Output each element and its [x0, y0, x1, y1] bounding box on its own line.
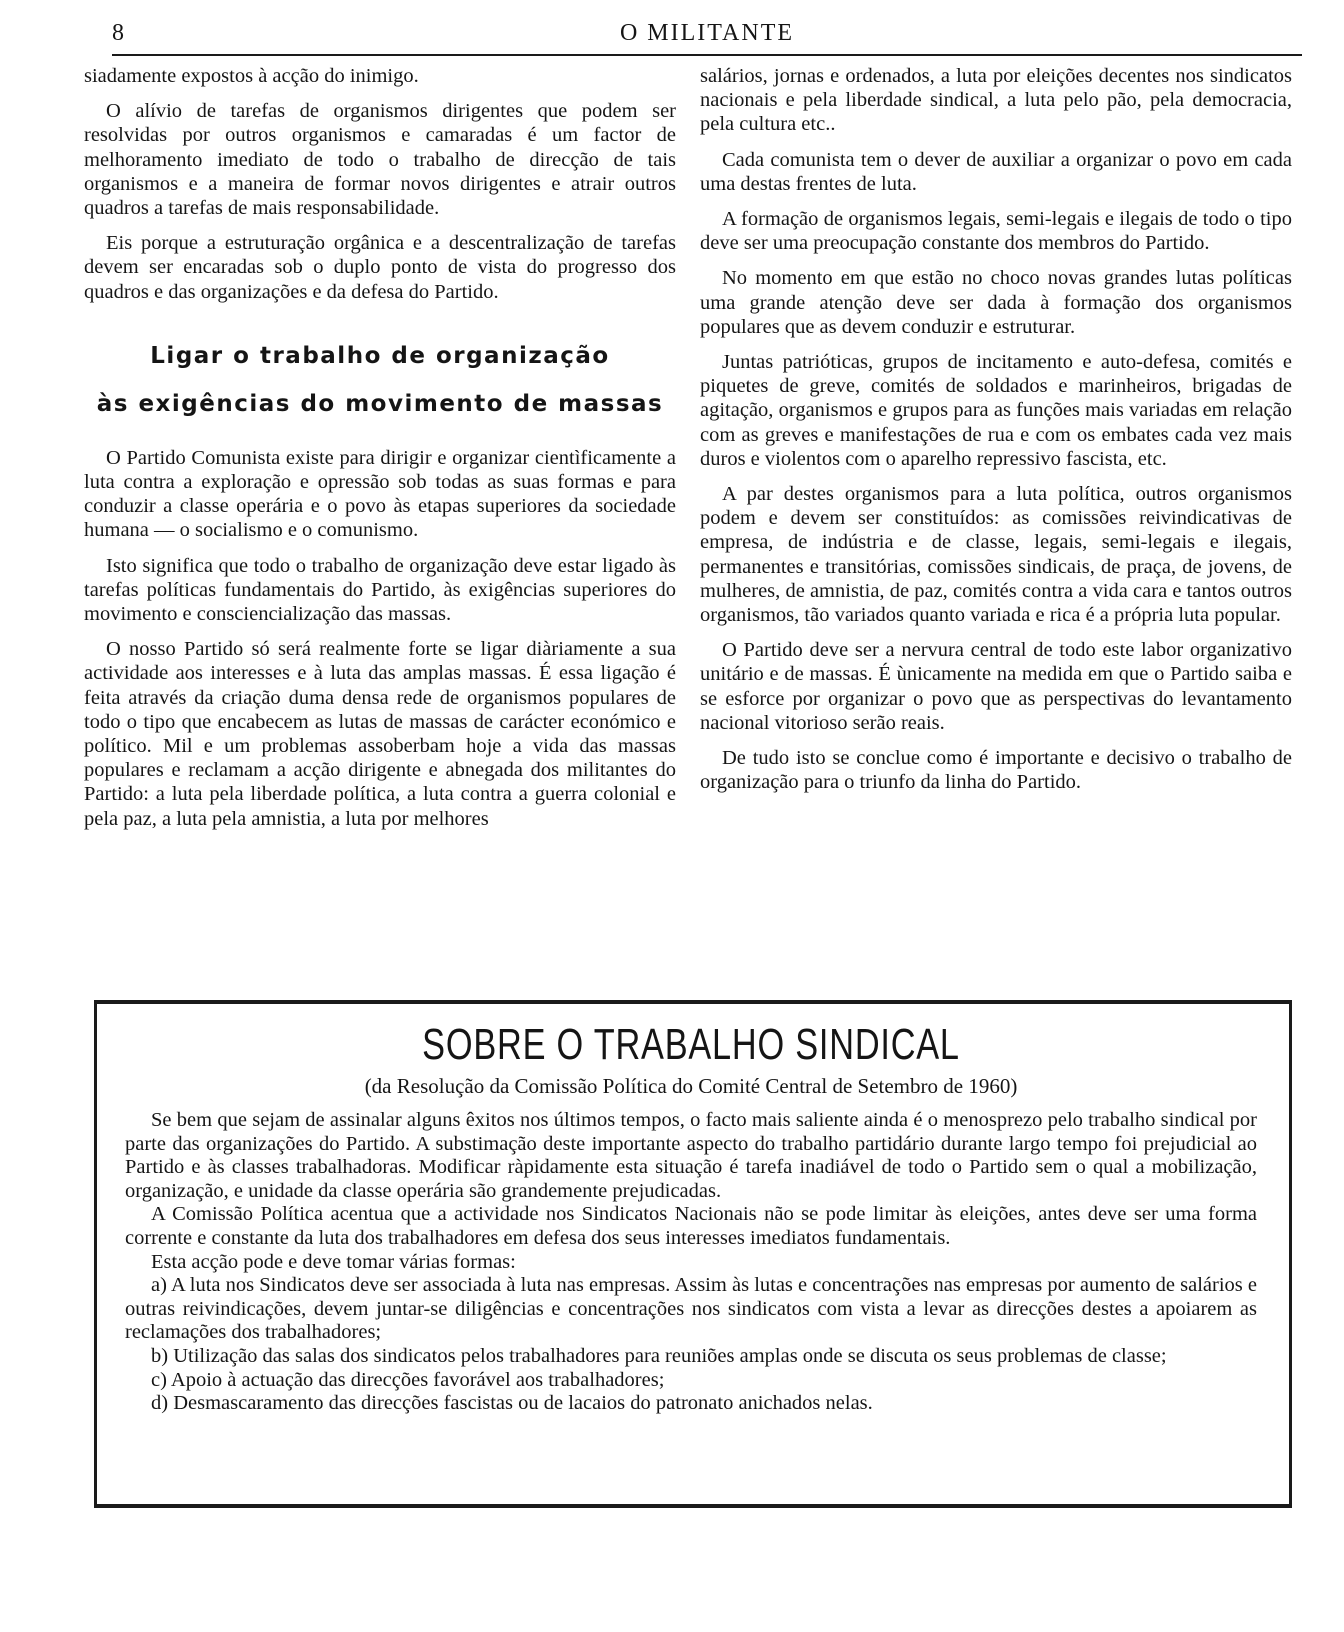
paragraph: O nosso Partido só será realmente forte se ligar diàriamente a sua actividade aos interesses e à luta das amplas massas. É essa ligação é feita através da criação duma densa rede de organismos populares de todo o tipo que encabecem as lutas de massas de carácter económico e político. Mil e um problemas assoberbam hoje a vida das massas populares e reclamam a acção dirigente e abnegada dos militantes do Partido: a luta pela liberdade política, a luta contra a guerra colonial e pela paz, a luta pela amnistia, a luta por melhores [84, 638, 676, 830]
list-item: a) A luta nos Sindicatos deve ser associada à luta nas empresas. Assim às lutas e concentrações nas empresas por aumento de salários e outras reivindicações, devem juntar-se diligências e concentrações nos sindicatos com vista a levar as direcções destes a apoiarem as reclamações dos trabalhadores; [125, 1274, 1257, 1344]
section-heading-line: às exigências do movimento de massas [96, 390, 664, 417]
paragraph: Juntas patrióticas, grupos de incitamento e auto-defesa, comités e piquetes de greve, comités de soldados e marinheiros, brigadas de agitação, organismos e grupos para as funções mais variadas em relação com as greves e manifestações de rua e com os embates cada vez mais duros e violentos com o aparelho repressivo fascista, etc. [700, 351, 1292, 470]
page-number: 8 [112, 20, 124, 46]
paragraph: Eis porque a estruturação orgânica e a descentralização de tarefas devem ser encaradas sob o duplo ponto de vista do progresso dos quadros e das organizações e da defesa do Partido. [84, 232, 676, 303]
paragraph: Cada comunista tem o dever de auxiliar a organizar o povo em cada uma destas frentes de luta. [700, 148, 1292, 195]
section-heading [84, 332, 676, 428]
box-body [125, 1109, 1257, 1416]
paragraph: De tudo isto se conclue como é importante e decisivo o trabalho de organização para o triunfo da linha do Partido. [700, 747, 1292, 794]
paragraph: A formação de organismos legais, semi-legais e ilegais de todo o tipo deve ser uma preocupação constante dos membros do Partido. [700, 208, 1292, 255]
boxed-article [94, 1000, 1292, 1508]
paragraph: siadamente expostos à acção do inimigo. [84, 65, 419, 87]
paragraph: O alívio de tarefas de organismos dirigentes que podem ser resolvidas por outros organismos e camaradas é um factor de melhoramento imediato de todo o trabalho de direcção de tais organismos e a maneira de formar novos dirigentes e atrair outros quadros a tarefas de mais responsabilidade. [84, 100, 676, 220]
section-heading-line: Ligar o trabalho de organização [150, 342, 610, 369]
paragraph: No momento em que estão no choco novas grandes lutas políticas uma grande atenção deve ser dada à formação dos organismos populares que as devem conduzir e estruturar. [700, 267, 1292, 338]
paragraph: A par destes organismos para a luta política, outros organismos podem e devem ser constituídos: as comissões reivindicativas de empresa, de indústria e de classe, legais, semi-legais e ilegais, permanentes e transitórias, comissões sindicais, de praça, de jovens, de mulheres, de amnistia, de paz, comités contra a vida cara e tantos outros organismos, tão variados quanto variada e rica é a própria luta popular. [700, 483, 1292, 627]
paragraph: A Comissão Política acentua que a actividade nos Sindicatos Nacionais não se pode limitar às eleições, antes deve ser uma forma corrente e constante da luta dos trabalhadores em defesa dos seus interesses imediatos fundamentais. [125, 1203, 1257, 1249]
page-header [112, 18, 1302, 56]
list-item: d) Desmascaramento das direcções fascistas ou de lacaios do patronato anichados nelas. [151, 1392, 873, 1415]
paragraph: salários, jornas e ordenados, a luta por eleições decentes nos sindicatos nacionais e pela liberdade sindical, a luta pelo pão, pela democracia, pela cultura etc.. [700, 65, 1292, 136]
list-item: c) Apoio à actuação das direcções favorável aos trabalhadores; [151, 1368, 665, 1391]
paragraph: Isto significa que todo o trabalho de organização deve estar ligado às tarefas políticas fundamentais do Partido, às exigências superiores do movimento e consciencialização das massas. [84, 554, 676, 626]
paragraph: O Partido deve ser a nervura central de todo este labor organizativo unitário e de massas. É ùnicamente na medida em que o Partido saiba e se esforce por organizar o povo que as perspectivas do levantamento nacional vitorioso serão reais. [700, 639, 1292, 734]
box-subtitle: (da Resolução da Comissão Política do Comité Central de Setembro de 1960) [364, 1074, 1018, 1098]
list-item: b) Utilização das salas dos sindicatos pelos trabalhadores para reuniões amplas onde se discuta os seus problemas de classe; [151, 1344, 1167, 1367]
box-title: SOBRE O TRABALHO SINDICAL [422, 1020, 960, 1069]
paragraph: O Partido Comunista existe para dirigir e organizar cientìficamente a luta contra a exploração e opressão sob todas as suas formas e para conduzir a classe operária e o povo às etapas superiores da sociedade humana — o socialismo e o comunismo. [84, 446, 676, 542]
right-column [700, 64, 1292, 805]
left-column [84, 64, 676, 842]
paragraph: Se bem que sejam de assinalar alguns êxitos nos últimos tempos, o facto mais saliente ainda é o menosprezo pelo trabalho sindical por parte das organizações do Partido. A substimação deste importante aspecto do trabalho partidário durante largo tempo foi prejudicial ao Partido e às classes trabalhadoras. Modificar ràpidamente esta situação é tarefa inadiável de todo o Partido sem o qual a mobilização, organização, e unidade da classe operária são grandemente prejudicadas. [125, 1109, 1257, 1202]
publication-title: O MILITANTE [619, 20, 795, 46]
paragraph: Esta acção pode e deve tomar várias formas: [151, 1250, 516, 1273]
